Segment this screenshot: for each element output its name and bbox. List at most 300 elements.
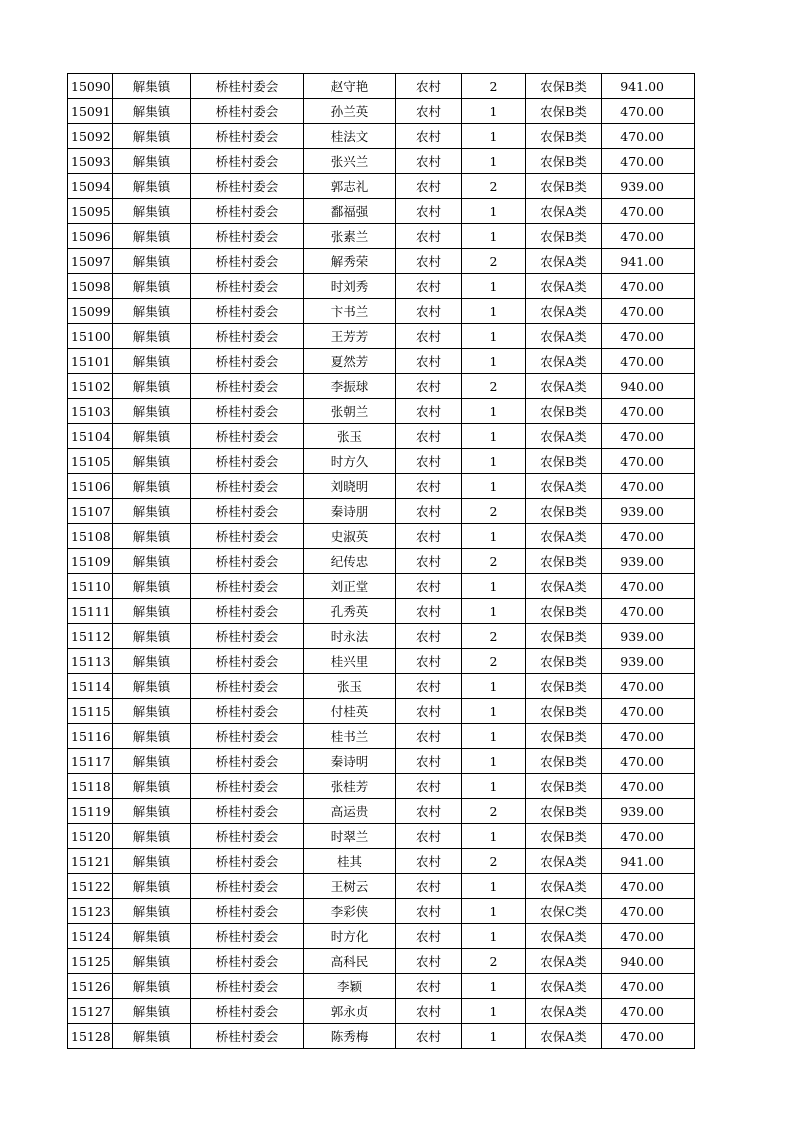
person-name-cell: 郭志礼	[304, 174, 396, 199]
person-name-cell: 郭永贞	[304, 999, 396, 1024]
person-name-cell: 高运贵	[304, 799, 396, 824]
household-count-cell: 2	[462, 849, 526, 874]
amount-cell: 470.00	[602, 274, 695, 299]
amount-cell: 470.00	[602, 874, 695, 899]
record-id-cell: 15121	[68, 849, 113, 874]
village-committee-cell: 桥桂村委会	[191, 574, 304, 599]
insurance-category-cell: 农保A类	[526, 949, 602, 974]
village-committee-cell: 桥桂村委会	[191, 949, 304, 974]
household-count-cell: 1	[462, 424, 526, 449]
record-id-cell: 15100	[68, 324, 113, 349]
town-cell: 解集镇	[113, 399, 191, 424]
record-id-cell: 15099	[68, 299, 113, 324]
person-name-cell: 孔秀英	[304, 599, 396, 624]
town-cell: 解集镇	[113, 724, 191, 749]
table-row	[68, 824, 695, 849]
person-name-cell: 张素兰	[304, 224, 396, 249]
person-name-cell: 张玉	[304, 674, 396, 699]
insurance-category-cell: 农保B类	[526, 724, 602, 749]
person-name-cell: 孙兰英	[304, 99, 396, 124]
table-body	[68, 74, 695, 1049]
household-count-cell: 2	[462, 374, 526, 399]
table-row	[68, 749, 695, 774]
household-count-cell: 1	[462, 324, 526, 349]
area-type-cell: 农村	[396, 774, 462, 799]
household-count-cell: 1	[462, 874, 526, 899]
area-type-cell: 农村	[396, 699, 462, 724]
town-cell: 解集镇	[113, 324, 191, 349]
household-count-cell: 1	[462, 99, 526, 124]
area-type-cell: 农村	[396, 524, 462, 549]
amount-cell: 470.00	[602, 599, 695, 624]
town-cell: 解集镇	[113, 149, 191, 174]
table-row	[68, 149, 695, 174]
amount-cell: 470.00	[602, 749, 695, 774]
table-row	[68, 199, 695, 224]
area-type-cell: 农村	[396, 599, 462, 624]
area-type-cell: 农村	[396, 174, 462, 199]
insurance-category-cell: 农保B类	[526, 399, 602, 424]
allowance-table	[67, 73, 695, 1049]
town-cell: 解集镇	[113, 674, 191, 699]
person-name-cell: 桂法文	[304, 124, 396, 149]
insurance-category-cell: 农保B类	[526, 774, 602, 799]
person-name-cell: 解秀荣	[304, 249, 396, 274]
amount-cell: 470.00	[602, 324, 695, 349]
village-committee-cell: 桥桂村委会	[191, 849, 304, 874]
insurance-category-cell: 农保B类	[526, 749, 602, 774]
amount-cell: 939.00	[602, 624, 695, 649]
household-count-cell: 2	[462, 74, 526, 99]
area-type-cell: 农村	[396, 574, 462, 599]
record-id-cell: 15090	[68, 74, 113, 99]
person-name-cell: 赵守艳	[304, 74, 396, 99]
amount-cell: 470.00	[602, 999, 695, 1024]
town-cell: 解集镇	[113, 874, 191, 899]
table-row	[68, 549, 695, 574]
household-count-cell: 1	[462, 749, 526, 774]
amount-cell: 470.00	[602, 924, 695, 949]
table-row	[68, 399, 695, 424]
town-cell: 解集镇	[113, 624, 191, 649]
area-type-cell: 农村	[396, 999, 462, 1024]
area-type-cell: 农村	[396, 874, 462, 899]
town-cell: 解集镇	[113, 449, 191, 474]
person-name-cell: 夏然芳	[304, 349, 396, 374]
household-count-cell: 2	[462, 949, 526, 974]
table-row	[68, 799, 695, 824]
insurance-category-cell: 农保B类	[526, 674, 602, 699]
amount-cell: 941.00	[602, 849, 695, 874]
table-row	[68, 174, 695, 199]
amount-cell: 470.00	[602, 399, 695, 424]
area-type-cell: 农村	[396, 724, 462, 749]
record-id-cell: 15105	[68, 449, 113, 474]
person-name-cell: 张朝兰	[304, 399, 396, 424]
person-name-cell: 桂其	[304, 849, 396, 874]
record-id-cell: 15106	[68, 474, 113, 499]
insurance-category-cell: 农保B类	[526, 624, 602, 649]
person-name-cell: 秦诗明	[304, 749, 396, 774]
person-name-cell: 王树云	[304, 874, 396, 899]
table-row	[68, 1024, 695, 1049]
town-cell: 解集镇	[113, 274, 191, 299]
person-name-cell: 高科民	[304, 949, 396, 974]
record-id-cell: 15109	[68, 549, 113, 574]
household-count-cell: 1	[462, 149, 526, 174]
person-name-cell: 张兴兰	[304, 149, 396, 174]
insurance-category-cell: 农保C类	[526, 899, 602, 924]
insurance-category-cell: 农保A类	[526, 574, 602, 599]
town-cell: 解集镇	[113, 1024, 191, 1049]
area-type-cell: 农村	[396, 924, 462, 949]
amount-cell: 470.00	[602, 974, 695, 999]
insurance-category-cell: 农保A类	[526, 199, 602, 224]
table-row	[68, 974, 695, 999]
village-committee-cell: 桥桂村委会	[191, 924, 304, 949]
area-type-cell: 农村	[396, 249, 462, 274]
record-id-cell: 15123	[68, 899, 113, 924]
household-count-cell: 1	[462, 974, 526, 999]
amount-cell: 470.00	[602, 224, 695, 249]
village-committee-cell: 桥桂村委会	[191, 549, 304, 574]
village-committee-cell: 桥桂村委会	[191, 524, 304, 549]
area-type-cell: 农村	[396, 124, 462, 149]
household-count-cell: 1	[462, 699, 526, 724]
village-committee-cell: 桥桂村委会	[191, 749, 304, 774]
area-type-cell: 农村	[396, 949, 462, 974]
record-id-cell: 15091	[68, 99, 113, 124]
record-id-cell: 15098	[68, 274, 113, 299]
record-id-cell: 15102	[68, 374, 113, 399]
town-cell: 解集镇	[113, 599, 191, 624]
table-row	[68, 224, 695, 249]
town-cell: 解集镇	[113, 849, 191, 874]
household-count-cell: 1	[462, 449, 526, 474]
table-row	[68, 99, 695, 124]
town-cell: 解集镇	[113, 799, 191, 824]
town-cell: 解集镇	[113, 649, 191, 674]
town-cell: 解集镇	[113, 749, 191, 774]
household-count-cell: 1	[462, 299, 526, 324]
amount-cell: 939.00	[602, 799, 695, 824]
record-id-cell: 15114	[68, 674, 113, 699]
person-name-cell: 刘晓明	[304, 474, 396, 499]
household-count-cell: 2	[462, 549, 526, 574]
household-count-cell: 1	[462, 349, 526, 374]
insurance-category-cell: 农保B类	[526, 699, 602, 724]
town-cell: 解集镇	[113, 374, 191, 399]
village-committee-cell: 桥桂村委会	[191, 649, 304, 674]
town-cell: 解集镇	[113, 524, 191, 549]
amount-cell: 470.00	[602, 699, 695, 724]
area-type-cell: 农村	[396, 199, 462, 224]
person-name-cell: 时永法	[304, 624, 396, 649]
table-row	[68, 524, 695, 549]
village-committee-cell: 桥桂村委会	[191, 399, 304, 424]
household-count-cell: 1	[462, 924, 526, 949]
household-count-cell: 1	[462, 399, 526, 424]
area-type-cell: 农村	[396, 474, 462, 499]
table-row	[68, 999, 695, 1024]
village-committee-cell: 桥桂村委会	[191, 424, 304, 449]
village-committee-cell: 桥桂村委会	[191, 824, 304, 849]
insurance-category-cell: 农保B类	[526, 74, 602, 99]
person-name-cell: 鄱福强	[304, 199, 396, 224]
person-name-cell: 史淑英	[304, 524, 396, 549]
household-count-cell: 1	[462, 724, 526, 749]
amount-cell: 939.00	[602, 649, 695, 674]
town-cell: 解集镇	[113, 174, 191, 199]
insurance-category-cell: 农保A类	[526, 849, 602, 874]
record-id-cell: 15093	[68, 149, 113, 174]
town-cell: 解集镇	[113, 774, 191, 799]
town-cell: 解集镇	[113, 699, 191, 724]
table-row	[68, 274, 695, 299]
town-cell: 解集镇	[113, 299, 191, 324]
village-committee-cell: 桥桂村委会	[191, 474, 304, 499]
household-count-cell: 2	[462, 174, 526, 199]
person-name-cell: 时翠兰	[304, 824, 396, 849]
insurance-category-cell: 农保A类	[526, 374, 602, 399]
area-type-cell: 农村	[396, 449, 462, 474]
record-id-cell: 15118	[68, 774, 113, 799]
amount-cell: 470.00	[602, 99, 695, 124]
table-row	[68, 599, 695, 624]
insurance-category-cell: 农保B类	[526, 799, 602, 824]
area-type-cell: 农村	[396, 74, 462, 99]
person-name-cell: 李彩侠	[304, 899, 396, 924]
table-row	[68, 299, 695, 324]
town-cell: 解集镇	[113, 349, 191, 374]
record-id-cell: 15113	[68, 649, 113, 674]
table-row	[68, 724, 695, 749]
area-type-cell: 农村	[396, 624, 462, 649]
area-type-cell: 农村	[396, 799, 462, 824]
insurance-category-cell: 农保A类	[526, 474, 602, 499]
amount-cell: 470.00	[602, 449, 695, 474]
insurance-category-cell: 农保A类	[526, 424, 602, 449]
household-count-cell: 2	[462, 624, 526, 649]
record-id-cell: 15096	[68, 224, 113, 249]
household-count-cell: 1	[462, 199, 526, 224]
town-cell: 解集镇	[113, 474, 191, 499]
area-type-cell: 农村	[396, 649, 462, 674]
record-id-cell: 15128	[68, 1024, 113, 1049]
amount-cell: 941.00	[602, 249, 695, 274]
record-id-cell: 15122	[68, 874, 113, 899]
person-name-cell: 刘正堂	[304, 574, 396, 599]
insurance-category-cell: 农保B类	[526, 149, 602, 174]
insurance-category-cell: 农保B类	[526, 824, 602, 849]
area-type-cell: 农村	[396, 549, 462, 574]
village-committee-cell: 桥桂村委会	[191, 499, 304, 524]
household-count-cell: 1	[462, 999, 526, 1024]
household-count-cell: 1	[462, 574, 526, 599]
household-count-cell: 2	[462, 499, 526, 524]
household-count-cell: 1	[462, 824, 526, 849]
table-row	[68, 374, 695, 399]
person-name-cell: 张玉	[304, 424, 396, 449]
town-cell: 解集镇	[113, 199, 191, 224]
village-committee-cell: 桥桂村委会	[191, 974, 304, 999]
record-id-cell: 15120	[68, 824, 113, 849]
household-count-cell: 2	[462, 649, 526, 674]
village-committee-cell: 桥桂村委会	[191, 99, 304, 124]
area-type-cell: 农村	[396, 974, 462, 999]
record-id-cell: 15092	[68, 124, 113, 149]
village-committee-cell: 桥桂村委会	[191, 774, 304, 799]
area-type-cell: 农村	[396, 749, 462, 774]
record-id-cell: 15115	[68, 699, 113, 724]
person-name-cell: 张桂芳	[304, 774, 396, 799]
record-id-cell: 15097	[68, 249, 113, 274]
village-committee-cell: 桥桂村委会	[191, 799, 304, 824]
table-row	[68, 649, 695, 674]
amount-cell: 470.00	[602, 349, 695, 374]
area-type-cell: 农村	[396, 374, 462, 399]
record-id-cell: 15108	[68, 524, 113, 549]
village-committee-cell: 桥桂村委会	[191, 1024, 304, 1049]
village-committee-cell: 桥桂村委会	[191, 724, 304, 749]
village-committee-cell: 桥桂村委会	[191, 324, 304, 349]
person-name-cell: 陈秀梅	[304, 1024, 396, 1049]
table-row	[68, 74, 695, 99]
insurance-category-cell: 农保A类	[526, 524, 602, 549]
record-id-cell: 15124	[68, 924, 113, 949]
record-id-cell: 15116	[68, 724, 113, 749]
record-id-cell: 15103	[68, 399, 113, 424]
record-id-cell: 15126	[68, 974, 113, 999]
village-committee-cell: 桥桂村委会	[191, 374, 304, 399]
village-committee-cell: 桥桂村委会	[191, 999, 304, 1024]
village-committee-cell: 桥桂村委会	[191, 74, 304, 99]
insurance-category-cell: 农保B类	[526, 224, 602, 249]
insurance-category-cell: 农保B类	[526, 649, 602, 674]
insurance-category-cell: 农保A类	[526, 274, 602, 299]
person-name-cell: 秦诗朋	[304, 499, 396, 524]
record-id-cell: 15111	[68, 599, 113, 624]
village-committee-cell: 桥桂村委会	[191, 624, 304, 649]
amount-cell: 940.00	[602, 374, 695, 399]
person-name-cell: 卞书兰	[304, 299, 396, 324]
table-row	[68, 949, 695, 974]
village-committee-cell: 桥桂村委会	[191, 299, 304, 324]
person-name-cell: 李颖	[304, 974, 396, 999]
record-id-cell: 15117	[68, 749, 113, 774]
area-type-cell: 农村	[396, 824, 462, 849]
area-type-cell: 农村	[396, 299, 462, 324]
amount-cell: 939.00	[602, 499, 695, 524]
table-row	[68, 249, 695, 274]
amount-cell: 470.00	[602, 299, 695, 324]
record-id-cell: 15110	[68, 574, 113, 599]
table-row	[68, 874, 695, 899]
household-count-cell: 1	[462, 774, 526, 799]
insurance-category-cell: 农保A类	[526, 999, 602, 1024]
insurance-category-cell: 农保A类	[526, 249, 602, 274]
village-committee-cell: 桥桂村委会	[191, 249, 304, 274]
town-cell: 解集镇	[113, 499, 191, 524]
household-count-cell: 1	[462, 274, 526, 299]
insurance-category-cell: 农保A类	[526, 1024, 602, 1049]
amount-cell: 470.00	[602, 899, 695, 924]
person-name-cell: 时方化	[304, 924, 396, 949]
town-cell: 解集镇	[113, 974, 191, 999]
amount-cell: 470.00	[602, 774, 695, 799]
record-id-cell: 15104	[68, 424, 113, 449]
village-committee-cell: 桥桂村委会	[191, 349, 304, 374]
person-name-cell: 付桂英	[304, 699, 396, 724]
village-committee-cell: 桥桂村委会	[191, 174, 304, 199]
household-count-cell: 1	[462, 474, 526, 499]
person-name-cell: 桂兴里	[304, 649, 396, 674]
amount-cell: 470.00	[602, 1024, 695, 1049]
town-cell: 解集镇	[113, 924, 191, 949]
town-cell: 解集镇	[113, 574, 191, 599]
town-cell: 解集镇	[113, 99, 191, 124]
village-committee-cell: 桥桂村委会	[191, 124, 304, 149]
insurance-category-cell: 农保A类	[526, 299, 602, 324]
record-id-cell: 15127	[68, 999, 113, 1024]
town-cell: 解集镇	[113, 249, 191, 274]
town-cell: 解集镇	[113, 124, 191, 149]
amount-cell: 470.00	[602, 524, 695, 549]
area-type-cell: 农村	[396, 499, 462, 524]
amount-cell: 470.00	[602, 674, 695, 699]
area-type-cell: 农村	[396, 99, 462, 124]
village-committee-cell: 桥桂村委会	[191, 874, 304, 899]
table-row	[68, 349, 695, 374]
insurance-category-cell: 农保A类	[526, 974, 602, 999]
table-row	[68, 499, 695, 524]
amount-cell: 940.00	[602, 949, 695, 974]
amount-cell: 470.00	[602, 199, 695, 224]
table-row	[68, 474, 695, 499]
insurance-category-cell: 农保B类	[526, 549, 602, 574]
person-name-cell: 时刘秀	[304, 274, 396, 299]
town-cell: 解集镇	[113, 549, 191, 574]
town-cell: 解集镇	[113, 224, 191, 249]
table-row	[68, 324, 695, 349]
person-name-cell: 李振球	[304, 374, 396, 399]
insurance-category-cell: 农保A类	[526, 874, 602, 899]
household-count-cell: 1	[462, 124, 526, 149]
town-cell: 解集镇	[113, 824, 191, 849]
village-committee-cell: 桥桂村委会	[191, 674, 304, 699]
amount-cell: 470.00	[602, 149, 695, 174]
area-type-cell: 农村	[396, 349, 462, 374]
village-committee-cell: 桥桂村委会	[191, 699, 304, 724]
record-id-cell: 15125	[68, 949, 113, 974]
amount-cell: 939.00	[602, 549, 695, 574]
amount-cell: 470.00	[602, 424, 695, 449]
village-committee-cell: 桥桂村委会	[191, 149, 304, 174]
insurance-category-cell: 农保A类	[526, 349, 602, 374]
amount-cell: 470.00	[602, 124, 695, 149]
person-name-cell: 王芳芳	[304, 324, 396, 349]
insurance-category-cell: 农保B类	[526, 449, 602, 474]
area-type-cell: 农村	[396, 399, 462, 424]
amount-cell: 470.00	[602, 474, 695, 499]
record-id-cell: 15095	[68, 199, 113, 224]
person-name-cell: 纪传忠	[304, 549, 396, 574]
village-committee-cell: 桥桂村委会	[191, 199, 304, 224]
table-row	[68, 899, 695, 924]
household-count-cell: 1	[462, 1024, 526, 1049]
amount-cell: 470.00	[602, 574, 695, 599]
insurance-category-cell: 农保A类	[526, 924, 602, 949]
